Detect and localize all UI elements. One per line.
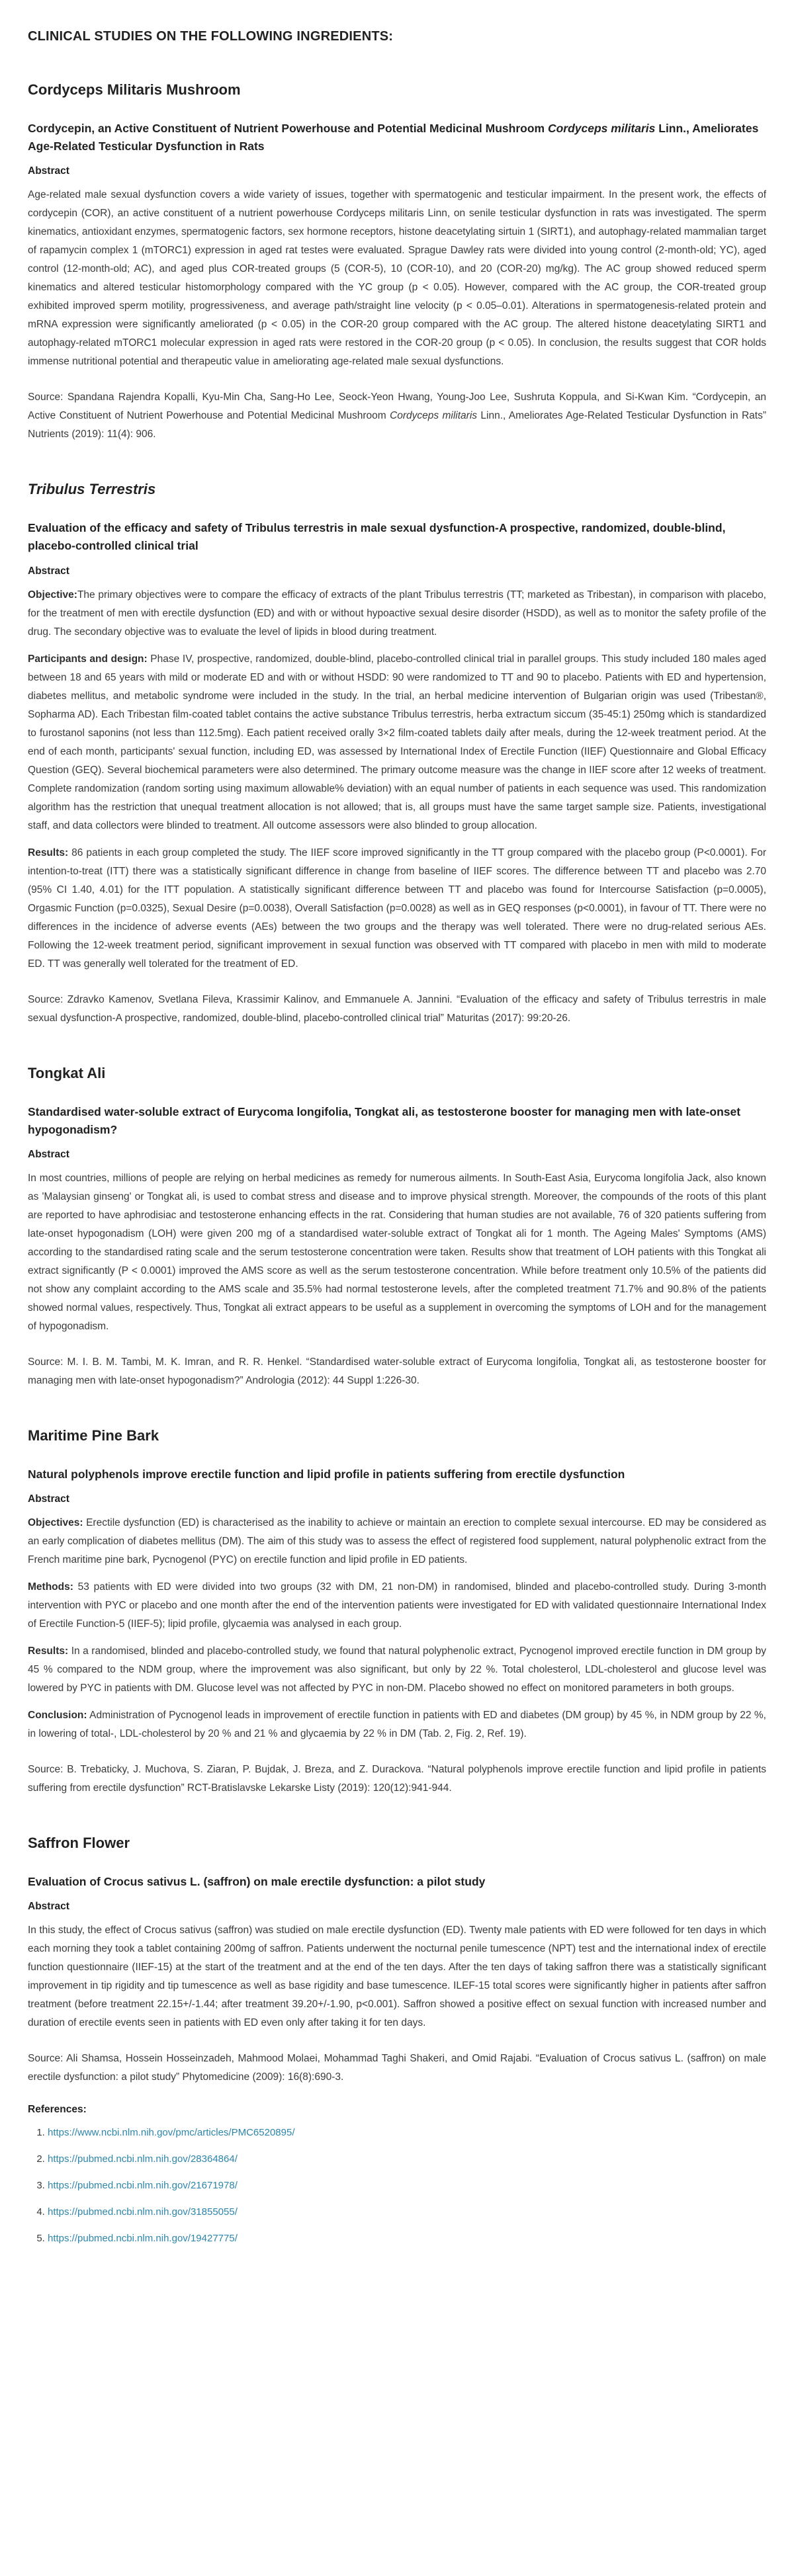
reference-item: [48, 2124, 766, 2142]
abstract-paragraph-results: [28, 844, 766, 974]
abstract-paragraph-results: [28, 1642, 766, 1698]
paragraph-label: Results:: [28, 1645, 69, 1657]
section-heading: Tribulus Terrestris: [28, 481, 156, 498]
reference-link[interactable]: https://pubmed.ncbi.nlm.nih.gov/19427775/: [48, 2233, 238, 2244]
abstract-paragraph-objective: [28, 586, 766, 642]
section-heading: Cordyceps Militaris Mushroom: [28, 81, 241, 98]
abstract-label: Abstract: [28, 565, 69, 577]
section-heading: Tongkat Ali: [28, 1064, 106, 1081]
references-section: [28, 2104, 766, 2248]
references-list: [28, 2124, 766, 2248]
reference-link[interactable]: https://pubmed.ncbi.nlm.nih.gov/31855055/: [48, 2206, 238, 2218]
source-paragraph: Source: M. I. B. M. Tambi, M. K. Imran, and R. R. Henkel. “Standardised water-soluble extract of Eurycoma longifolia, Tongkat ali, as testosterone booster for managing men with late-onset hypogonadism?” Andrologia (2012): 44 Suppl 1:226-30.: [28, 1356, 766, 1386]
study-title: Standardised water-soluble extract of Eurycoma longifolia, Tongkat ali, as testosterone booster for managing men with late-onset hypogonadism?: [28, 1104, 741, 1136]
paragraph-label: Results:: [28, 847, 69, 858]
abstract-label: Abstract: [28, 1901, 69, 1912]
study-title: [28, 120, 766, 155]
reference-item: [48, 2177, 766, 2195]
section-maritime-pine-bark: [28, 1427, 766, 1798]
reference-item: [48, 2203, 766, 2222]
source-run: Source: Spandana Rajendra Kopalli, Kyu-Min Cha, Sang-Ho Lee, Seock-Yeon Hwang, Young-Joo Lee, Sushruta Koppula, and Si-Kwan Kim. “Cordycepin, an Active Constituent of Nutrient Powerhouse and Potential Medicinal Mushroom: [28, 392, 766, 422]
abstract-label: Abstract: [28, 165, 69, 177]
abstract-paragraph: In this study, the effect of Crocus sativus (saffron) was studied on male erectile dysfunction (ED). Twenty male patients with ED were followed for ten days in which each morning they took a tablet containing 200mg of saffron. Patients underwent the nocturnal penile tumescence (NPT) test and the international index of erectile function questionnaire (IIEF-15) at the start of the treatment and at the end of the ten days. After the ten days of taking saffron there was a statistically significant improvement in tip rigidity and tip tumescence as well as base rigidity and base tumescence. ILEF-15 total scores were significantly higher in patients after saffron treatment (before treatment 22.15+/-1.44; after treatment 39.20+/-1.90, p<0.001). Saffron showed a positive effect on sexual function with increased number and duration of erectile events seen in patients with ED even only after taking it for ten days.: [28, 1925, 766, 2028]
reference-item: [48, 2150, 766, 2169]
reference-link[interactable]: https://pubmed.ncbi.nlm.nih.gov/21671978/: [48, 2180, 238, 2191]
abstract-label: Abstract: [28, 1493, 69, 1505]
source-paragraph: Source: Zdravko Kamenov, Svetlana Fileva, Krassimir Kalinov, and Emmanuele A. Jannini. “Evaluation of the efficacy and safety of Tribulus terrestris in male sexual dysfunction-A prospective, randomized, double-blind, placebo-controlled clinical trial” Maturitas (2017): 99:20-26.: [28, 993, 766, 1024]
abstract-paragraph: In most countries, millions of people are relying on herbal medicines as remedy for numerous ailments. In South-East Asia, Eurycoma longifolia Jack, also known as 'Malaysian ginseng' or Tongkat ali, is used to combat stress and disease and to improve physical strength. Moreover, the compounds of the roots of this plant are reported to have aphrodisiac and testosterone enhancing effects in the rat. Considering that human studies are not available, 76 of 320 patients suffering from late-onset hypogonadism (LOH) were given 200 mg of a standardised water-soluble extract of Tongkat ali for 1 month. The Ageing Males' Symptoms (AMS) according to the standardised rating scale and the serum testosterone concentration were taken. Results show that treatment of LOH patients with this Tongkat ali extract significantly (P < 0.0001) improved the AMS score as well as the serum testosterone concentration. While before treatment only 10.5% of the patients did not show any complaint according to the AMS scale and 35.5% had normal testosterone levels, after the completed treatment 71.7% and 90.8% of the patients showed normal values, respectively. Thus, Tongkat ali extract appears to be useful as a supplement in overcoming the symptoms of LOH and for the management of hypogonadism.: [28, 1172, 766, 1332]
study-title: Evaluation of Crocus sativus L. (saffron) on male erectile dysfunction: a pilot study: [28, 1874, 486, 1888]
abstract-paragraph-conclusion: [28, 1706, 766, 1743]
study-title-run: Linn., Ameliorates Age-Related Testicular Dysfunction in Rats: [28, 122, 759, 153]
section-tribulus-terrestris: [28, 481, 766, 1027]
section-heading: Saffron Flower: [28, 1834, 130, 1851]
reference-item: [48, 2229, 766, 2248]
paragraph-text: Administration of Pycnogenol leads in improvement of erectile function in patients with ED and diabetes (DM group) by 45 %, in NDM group by 22 %, in lowering of total-, LDL-cholesterol by 20 % and 21 % and glycaemia by 22 % in DM (Tab. 2, Fig. 2, Ref. 19).: [28, 1709, 766, 1739]
paragraph-text: The primary objectives were to compare the efficacy of extracts of the plant Tribulus terrestris (TT; marketed as Tribestan), in comparison with placebo, for the treatment of men with erectile dysfunction (ED) and with or without hypoactive sexual desire disorder (HSDD), as well as to monitor the safety profile of the drug. The secondary objective was to evaluate the level of lipids in blood during treatment.: [28, 589, 766, 638]
section-tongkat-ali: [28, 1065, 766, 1390]
paragraph-text: In a randomised, blinded and placebo-controlled study, we found that natural polyphenolic extract, Pycnogenol improved erectile function in DM group by 45 % compared to the NDM group, where the improvement was also significant, but only by 22 %. Total cholesterol, LDL-cholesterol and glucose level was lowered by PYC in patients with DM. Glucose level was not affected by PYC in non-DM. Placebo showed no effect on monitored parameters in both groups.: [28, 1645, 766, 1694]
study-title: Natural polyphenols improve erectile function and lipid profile in patients suffering from erectile dysfunction: [28, 1467, 625, 1481]
source-paragraph: Source: Ali Shamsa, Hossein Hosseinzadeh, Mahmood Molaei, Mohammad Taghi Shakeri, and Omid Rajabi. “Evaluation of Crocus sativus L. (saffron) on male erectile dysfunction: a pilot study” Phytomedicine (2009): 16(8):690-3.: [28, 2053, 766, 2083]
study-title-run: Cordycepin, an Active Constituent of Nutrient Powerhouse and Potential Medicinal Mushroom: [28, 122, 548, 135]
study-title-italic-run: Cordyceps militaris: [547, 122, 656, 135]
abstract-label: Abstract: [28, 1148, 69, 1160]
source-paragraph: [28, 388, 766, 444]
section-cordyceps-militaris-mushroom: [28, 81, 766, 444]
paragraph-text: Erectile dysfunction (ED) is characterised as the inability to achieve or maintain an erection to complete sexual intercourse. ED may be considered as an early complication of diabetes mellitus (DM). The aim of this study was to assess the effect of registered food supplement, natural polyphenolic extract from the French maritime pine bark, Pycnogenol (PYC) on erectile function and lipid profile in ED patients.: [28, 1517, 766, 1565]
abstract-paragraph-participants: [28, 650, 766, 835]
abstract-paragraph: Age-related male sexual dysfunction covers a wide variety of issues, together with spermatogenic and testicular impairment. In the present work, the effects of cordycepin (COR), an active constituent of a nutrient powerhouse Cordyceps militaris Linn, on senile testicular dysfunction in rats was investigated. The sperm kinematics, antioxidant enzymes, spermatogenic factors, sex hormone receptors, histone deacetylating sirtuin 1 (SIRT1), and autophagy-related mammalian target of rapamycin complex 1 (mTORC1) expression in aged rat testes were evaluated. Sprague Dawley rats were divided into young control (2-month-old; YC), aged control (12-month-old; AC), and aged plus COR-treated groups (5 (COR-5), 10 (COR-10), and 20 (COR-20) mg/kg). The AC group showed reduced sperm kinematics and altered testicular histomorphology compared with the YC group (p < 0.05). However, compared with the AC group, the COR-treated group exhibited improved sperm motility, progressiveness, and average path/straight line velocity (p < 0.05–0.01). Alterations in spermatogenesis-related protein and mRNA expression were significantly ameliorated (p < 0.05) in the COR-20 group compared with the AC group. The altered histone deacetylating SIRT1 and autophagy-related mTORC1 molecular expression in aged rats were restored in the COR-20 group (p < 0.05). In conclusion, the results suggest that COR holds immense nutritional potential and therapeutic value in ameliorating age-related male sexual dysfunctions.: [28, 189, 766, 368]
reference-link[interactable]: https://www.ncbi.nlm.nih.gov/pmc/articles/PMC6520895/: [48, 2127, 295, 2138]
paragraph-label: Conclusion:: [28, 1709, 87, 1721]
paragraph-text: 86 patients in each group completed the study. The IIEF score improved significantly in the TT group compared with the placebo group (P<0.0001). For intention-to-treat (ITT) there was a statistically significant difference in change from baseline of IIEF scores. The difference between TT and placebo was 2.70 (95% CI 1.40, 4.01) for the ITT population. A statistically significant difference between TT and placebo was found for Intercourse Satisfaction (p=0.0005), Orgasmic Function (p=0.0325), Sexual Desire (p=0.0038), Overall Satisfaction (p=0.0028) as well as in GEQ responses (p<0.0001), in favour of TT. There were no differences in the incidence of adverse events (AEs) between the two groups and the therapy was well tolerated. There were no drug-related serious AEs. Following the 12-week treatment period, significant improvement in sexual function was observed with TT compared with placebo in men with mild to moderate ED. TT was generally well tolerated for the treatment of ED.: [28, 847, 766, 970]
source-run: Linn., Ameliorates Age-Related Testicular Dysfunction in Rats” Nutrients (2019): 11(4): 906.: [28, 410, 766, 440]
study-title: Evaluation of the efficacy and safety of Tribulus terrestris in male sexual dysfunction-A prospective, randomized, double-blind, placebo-controlled clinical trial: [28, 521, 726, 553]
paragraph-text: Phase IV, prospective, randomized, double-blind, placebo-controlled clinical trial in parallel groups. This study included 180 males aged between 18 and 65 years with mild or moderate ED and with or without HSDD: 90 were randomized to TT and 90 to placebo. Patients with ED and hypertension, diabetes mellitus, and metabolic syndrome were included in the study. In the trial, an herbal medicine intervention of Bulgarian origin was used (Tribestan®, Sopharma AD). Each Tribestan film-coated tablet contains the active substance Tribulus terrestris, herba extractum siccum (35-45:1) 250mg which is standardized to furostanol saponins (not less than 112.5mg). Each patient received orally 3×2 film-coated tablets daily after meals, during the 12-week treatment period. At the end of each month, participants' sexual function, including ED, was assessed by International Index of Erectile Function (IIEF) Questionnaire and Global Efficacy Question (GEQ). Several biochemical parameters were also determined. The primary outcome measure was the change in IIEF score after 12 weeks of treatment. Complete randomization (random sorting using maximum allowable% deviation) with an equal number of patients in each sequence was used. This randomization algorithm has the restriction that unequal treatment allocation is not allowed; that is, all groups must have the same target sample size. Patients, investigational staff, and data collectors were blinded to treatment. All outcome assessors were also blinded to group allocation.: [28, 653, 766, 831]
section-saffron-flower: [28, 1835, 766, 2087]
section-heading: Maritime Pine Bark: [28, 1427, 159, 1444]
paragraph-label: Methods:: [28, 1581, 73, 1593]
paragraph-label: Participants and design:: [28, 653, 148, 665]
paragraph-label: Objective:: [28, 589, 77, 601]
abstract-paragraph-objectives: [28, 1514, 766, 1569]
page-title: CLINICAL STUDIES ON THE FOLLOWING INGREDIENTS:: [28, 29, 394, 44]
references-heading: References:: [28, 2104, 87, 2115]
source-paragraph: Source: B. Trebaticky, J. Muchova, S. Ziaran, P. Bujdak, J. Breza, and Z. Durackova. “Natural polyphenols improve erectile function and lipid profile in patients suffering from erectile dysfunction” RCT-Bratislavske Lekarske Listy (2019): 120(12):941-944.: [28, 1763, 766, 1794]
paragraph-label: Objectives:: [28, 1517, 83, 1528]
paragraph-text: 53 patients with ED were divided into two groups (32 with DM, 21 non-DM) in randomised, blinded and placebo-controlled study. During 3-month intervention with PYC or placebo and one month after the end of the intervention patients were investigated for ED with validated questionnaire International Index of Erectile Function-5 (IIEF-5); lipid profile, glycaemia was analysed in each group.: [28, 1581, 766, 1630]
source-italic-run: Cordyceps militaris: [390, 410, 478, 422]
reference-link[interactable]: https://pubmed.ncbi.nlm.nih.gov/28364864/: [48, 2153, 238, 2165]
abstract-paragraph-methods: [28, 1578, 766, 1634]
